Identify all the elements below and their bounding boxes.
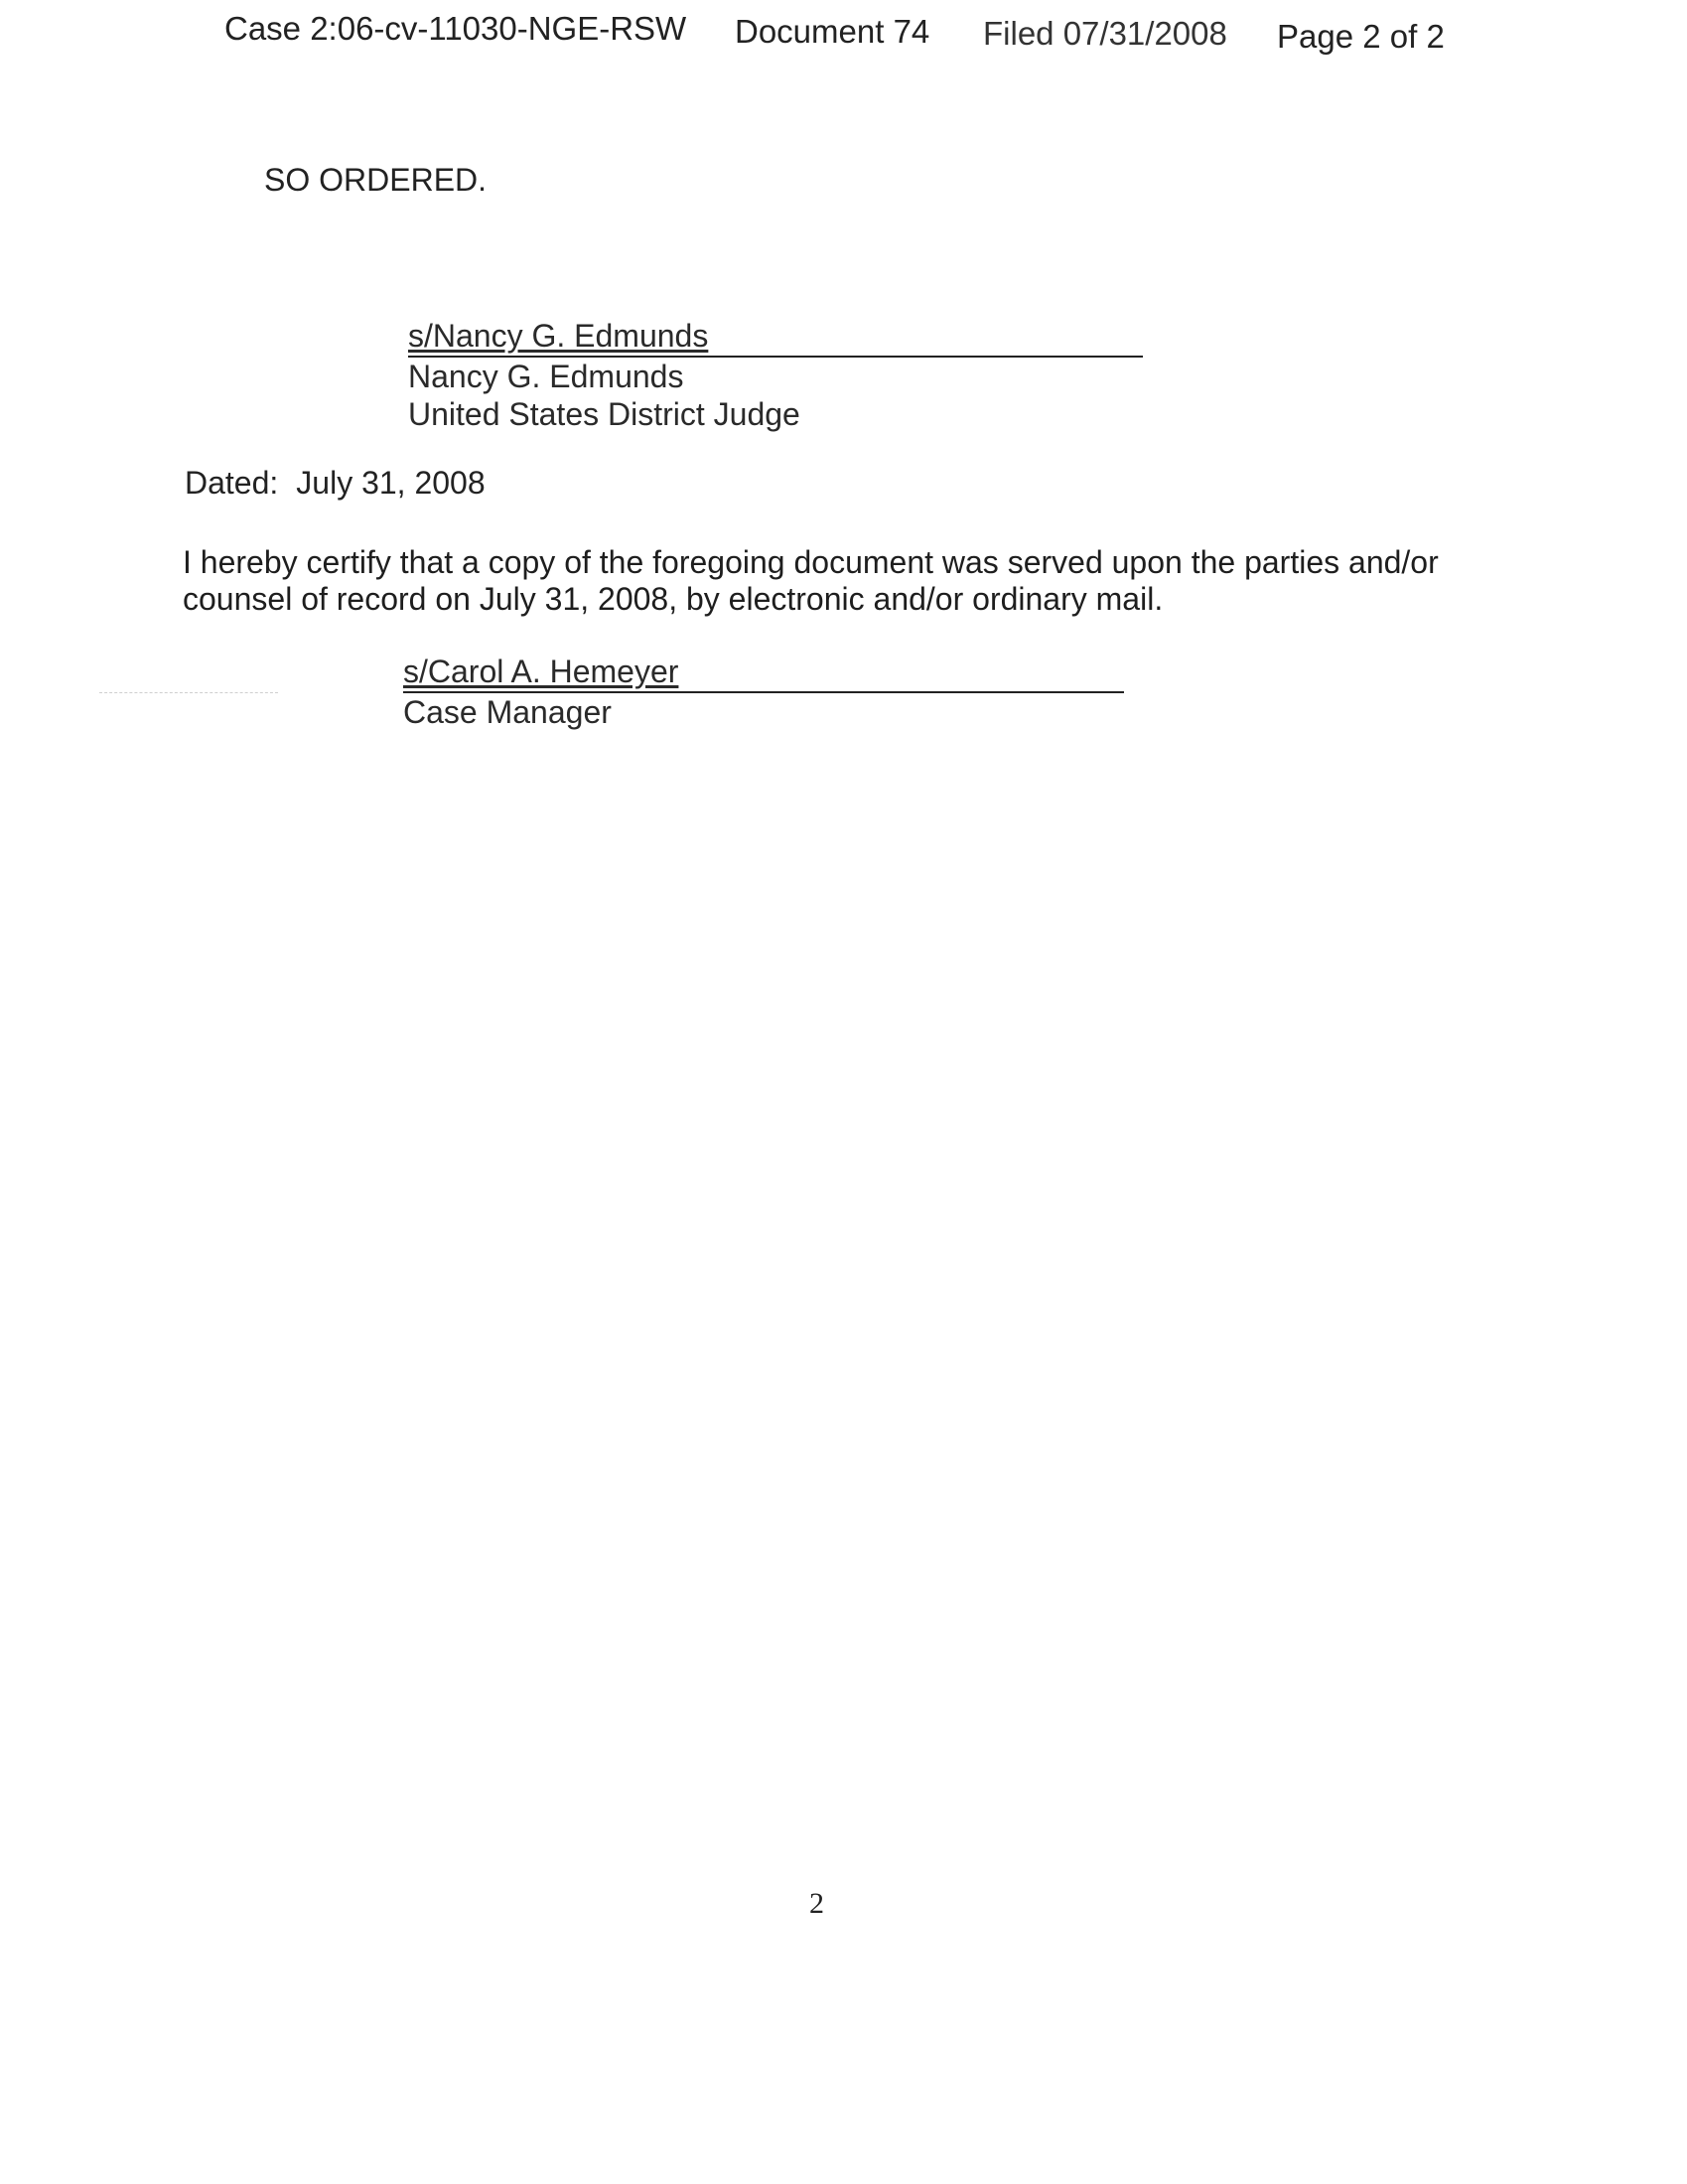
- clerk-signature: s/Carol A. Hemeyer: [403, 654, 679, 689]
- judge-signature: s/Nancy G. Edmunds: [408, 318, 709, 354]
- clerk-signature-block: [403, 652, 1124, 731]
- judge-title: United States District Judge: [408, 396, 800, 432]
- so-ordered-text: SO ORDERED.: [264, 162, 488, 198]
- page-number: 2: [809, 1887, 824, 1920]
- page-indicator: Page 2 of 2: [1277, 18, 1445, 55]
- dated-label: Dated:: [185, 465, 279, 501]
- certificate-of-service: I hereby certify that a copy of the foregoing document was served upon the parties and/or counsel of record on July 31, 2008, by electronic and/or ordinary mail.: [183, 544, 1439, 617]
- judge-signature-line: [408, 316, 1143, 358]
- scan-artifact-line: [99, 692, 278, 693]
- clerk-title: Case Manager: [403, 694, 612, 730]
- case-number: Case 2:06-cv-11030-NGE-RSW: [224, 10, 687, 47]
- judge-name: Nancy G. Edmunds: [408, 359, 684, 394]
- clerk-signature-line: [403, 652, 1124, 693]
- filed-date: Filed 07/31/2008: [983, 15, 1227, 52]
- document-number: Document 74: [735, 13, 930, 50]
- dated-line: [185, 465, 486, 502]
- case-header: [224, 10, 1456, 60]
- dated-value: July 31, 2008: [296, 465, 486, 501]
- judge-signature-block: [408, 316, 1143, 433]
